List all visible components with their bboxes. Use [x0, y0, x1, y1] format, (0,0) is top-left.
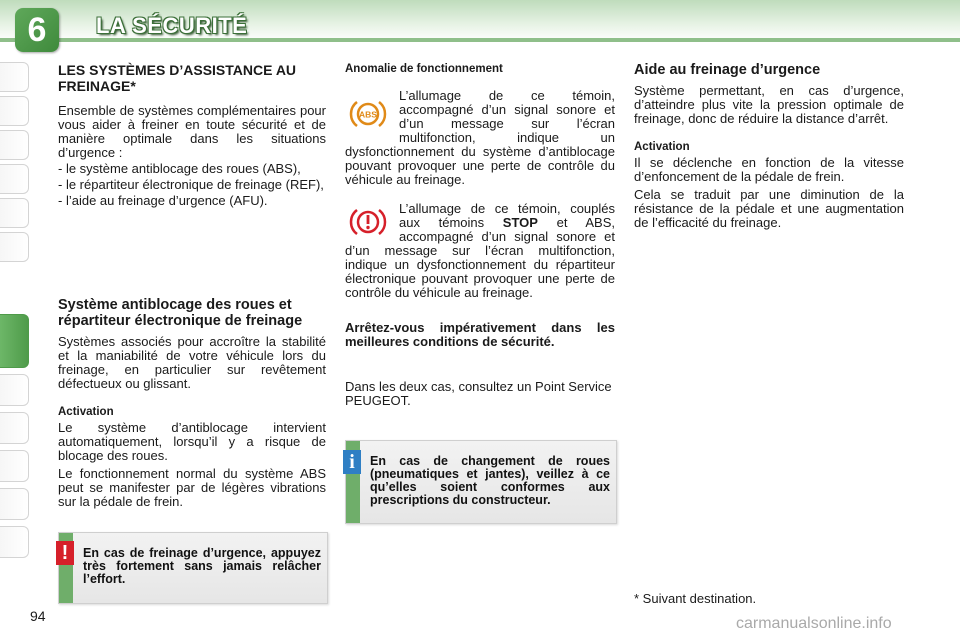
emergency-brake-paragraph: Système permettant, en cas d’urgence, d’atteindre plus vite la pression optimale de freinage, donc de réduire la distance d’arrêt. [634, 83, 904, 126]
chapter-tab[interactable] [0, 130, 29, 160]
list-item: - l’aide au freinage d’urgence (AFU). [58, 193, 268, 208]
chapter-tab[interactable] [0, 232, 29, 262]
activation-paragraph: Le système d’antiblocage intervient automatiquement, lorsqu’il y a risque de blocage des roues. [58, 420, 326, 463]
stop-anomaly-paragraph [345, 202, 615, 300]
chapter-tab[interactable] [0, 96, 29, 126]
anomaly-heading: Anomalie de fonctionnement [345, 63, 503, 75]
chapter-tab[interactable] [0, 412, 29, 444]
consult-paragraph: Dans les deux cas, consultez un Point Service PEUGEOT. [345, 379, 612, 408]
abs-anomaly-text: L’allumage de ce témoin, accompagné d’un signal sonore et d’un message sur l’écran multifonction, indique un dysfonctionnement du système d’antiblocage pouvant provoquer une perte de contrôle du véhicule au freinage. [345, 88, 615, 187]
abs-anomaly-paragraph [345, 89, 615, 187]
activation-paragraph: Il se déclenche en fonction de la vitesse d’enfoncement de la pédale de frein. [634, 155, 904, 184]
info-note-box [345, 440, 617, 524]
emergency-brake-heading: Aide au freinage d’urgence [634, 62, 821, 78]
list-item: - le système antiblocage des roues (ABS), [58, 161, 301, 176]
stop-anomaly-text: et ABS, accompagné d’un signal sonore et d’un message sur l’écran multifonction, indique un dysfonctionnement du répartiteur électronique pouvant provoquer une perte de contrôle du véhicule au freinage. [345, 215, 615, 300]
watermark: carmanualsonline.info [736, 615, 892, 632]
activation-paragraph: Cela se traduit par une diminution de la résistance de la pédale et une augmentation de l’efficacité du freinage. [634, 187, 904, 230]
activation-paragraph: Le fonctionnement normal du système ABS peut se manifester par de légères vibrations sur la pédale de frein. [58, 466, 326, 509]
chapter-tab-active[interactable] [0, 314, 29, 368]
abs-icon-label: ABS [359, 109, 377, 120]
abs-paragraph: Systèmes associés pour accroître la stabilité et la maniabilité de votre véhicule lors du freinage, en particulier sur revêtement défectueux ou glissant. [58, 334, 326, 391]
chapter-badge: 6 [15, 8, 59, 52]
chapter-title: LA SÉCURITÉ [96, 13, 248, 38]
stop-keyword: STOP [502, 215, 538, 230]
footnote: * Suivant destination. [634, 591, 757, 606]
stop-anomaly-text: L’allumage de ce témoin, couplés aux témoins [399, 201, 615, 230]
left-column [58, 62, 326, 208]
chapter-tab[interactable] [0, 488, 29, 520]
chapter-tab[interactable] [0, 198, 29, 228]
chapter-tab[interactable] [0, 164, 29, 194]
info-note-text: En cas de changement de roues (pneumatiques et jantes), veillez à ce qu’elles soient conformes aux prescriptions du constructeur. [370, 454, 610, 507]
section-title: LES SYSTÈMES D’ASSISTANCE AU FREINAGE* [58, 62, 297, 94]
list-item: - le répartiteur électronique de freinage (REF), [58, 177, 324, 192]
page-number: 94 [30, 608, 46, 624]
warning-note-box [58, 532, 328, 604]
abs-section [58, 297, 326, 509]
info-mark-icon: i [343, 450, 361, 474]
intro-paragraph: Ensemble de systèmes complémentaires pour vous aider à freiner en toute sécurité et de manière optimale dans les situations d’urgence : [58, 103, 326, 160]
chapter-tab[interactable] [0, 526, 29, 558]
chapter-tab[interactable] [0, 62, 29, 92]
exclamation-mark-icon: ! [56, 541, 74, 565]
stop-instruction: Arrêtez-vous impérativement dans les meilleures conditions de sécurité. [345, 320, 615, 349]
right-column [634, 62, 904, 230]
chapter-tab[interactable] [0, 374, 29, 406]
chapter-tab[interactable] [0, 450, 29, 482]
warning-note-text: En cas de freinage d’urgence, appuyez très fortement sans jamais relâcher l’effort. [83, 546, 321, 586]
abs-heading: Système antiblocage des roues et répartiteur électronique de freinage [58, 297, 303, 329]
activation-heading: Activation [58, 406, 114, 418]
activation-heading: Activation [634, 141, 690, 153]
